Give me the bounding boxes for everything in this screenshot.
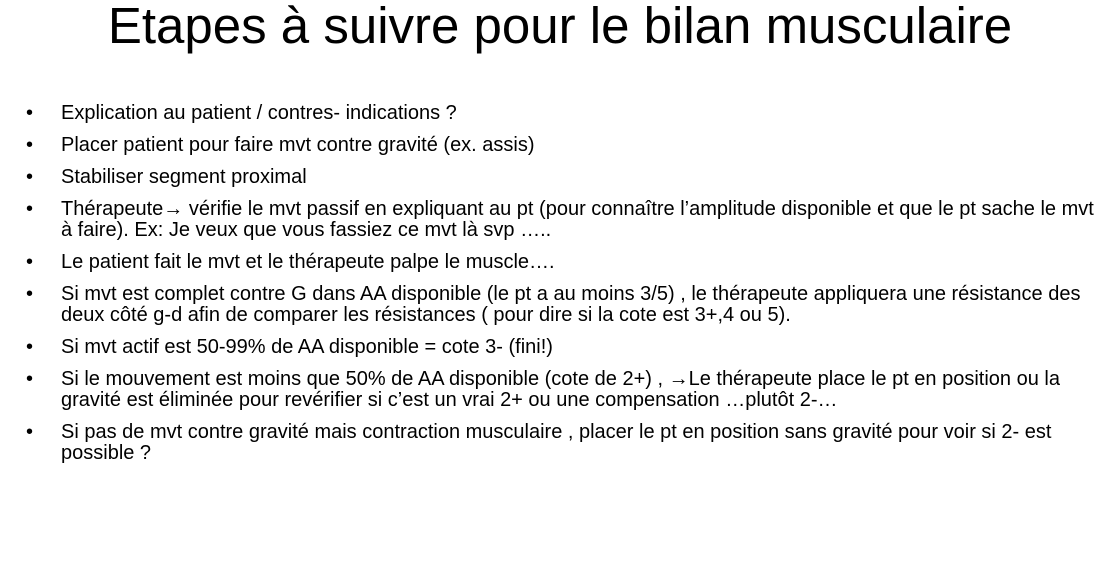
bullet-text: Le patient fait le mvt et le thérapeute palpe le muscle…. — [61, 251, 555, 273]
bullet-text: Si mvt actif est 50-99% de AA disponible = cote 3- (fini!) — [61, 336, 553, 358]
list-item — [26, 422, 1106, 464]
list-item — [26, 167, 1106, 188]
bullet-text: Si le mouvement est moins que 50% de AA disponible (cote de 2+) , →Le thérapeute place le pt en position ou la gravité est éliminée pour revérifier si c’est un vrai 2+ ou une compensation …plutôt 2-… — [61, 368, 1060, 411]
list-item — [26, 252, 1106, 273]
list-item — [26, 135, 1106, 156]
bullet-text: Si mvt est complet contre G dans AA disponible (le pt a au moins 3/5) , le thérapeute appliquera une résistance des deux côté g-d afin de comparer les résistances ( pour dire si la cote est 3+,4 ou 5). — [61, 283, 1081, 326]
bullet-icon: • — [26, 198, 34, 220]
bullet-icon: • — [26, 336, 34, 358]
list-item — [26, 284, 1106, 326]
list-item — [26, 103, 1106, 124]
bullet-text: Thérapeute→ vérifie le mvt passif en expliquant au pt (pour connaître l’amplitude disponible et que le pt sache le mvt à faire). Ex: Je veux que vous fassiez ce mvt là svp ….. — [61, 198, 1094, 241]
bullet-icon: • — [26, 368, 34, 390]
bullet-text: Explication au patient / contres- indications ? — [61, 102, 457, 124]
bullet-icon: • — [26, 102, 34, 124]
list-item — [26, 199, 1106, 241]
list-item — [26, 337, 1106, 358]
bullet-text: Si pas de mvt contre gravité mais contraction musculaire , placer le pt en position sans gravité pour voir si 2- est possible ? — [61, 421, 1052, 464]
bullet-icon: • — [26, 134, 34, 156]
bullet-text: Stabiliser segment proximal — [61, 166, 307, 188]
list-item — [26, 369, 1106, 411]
bullet-icon: • — [26, 251, 34, 273]
slide-title: Etapes à suivre pour le bilan musculaire — [107, 0, 1013, 54]
bullet-text: Placer patient pour faire mvt contre gravité (ex. assis) — [61, 134, 535, 156]
bullet-icon: • — [26, 166, 34, 188]
bullet-list — [26, 103, 1106, 475]
bullet-icon: • — [26, 283, 34, 305]
bullet-icon: • — [26, 421, 34, 443]
